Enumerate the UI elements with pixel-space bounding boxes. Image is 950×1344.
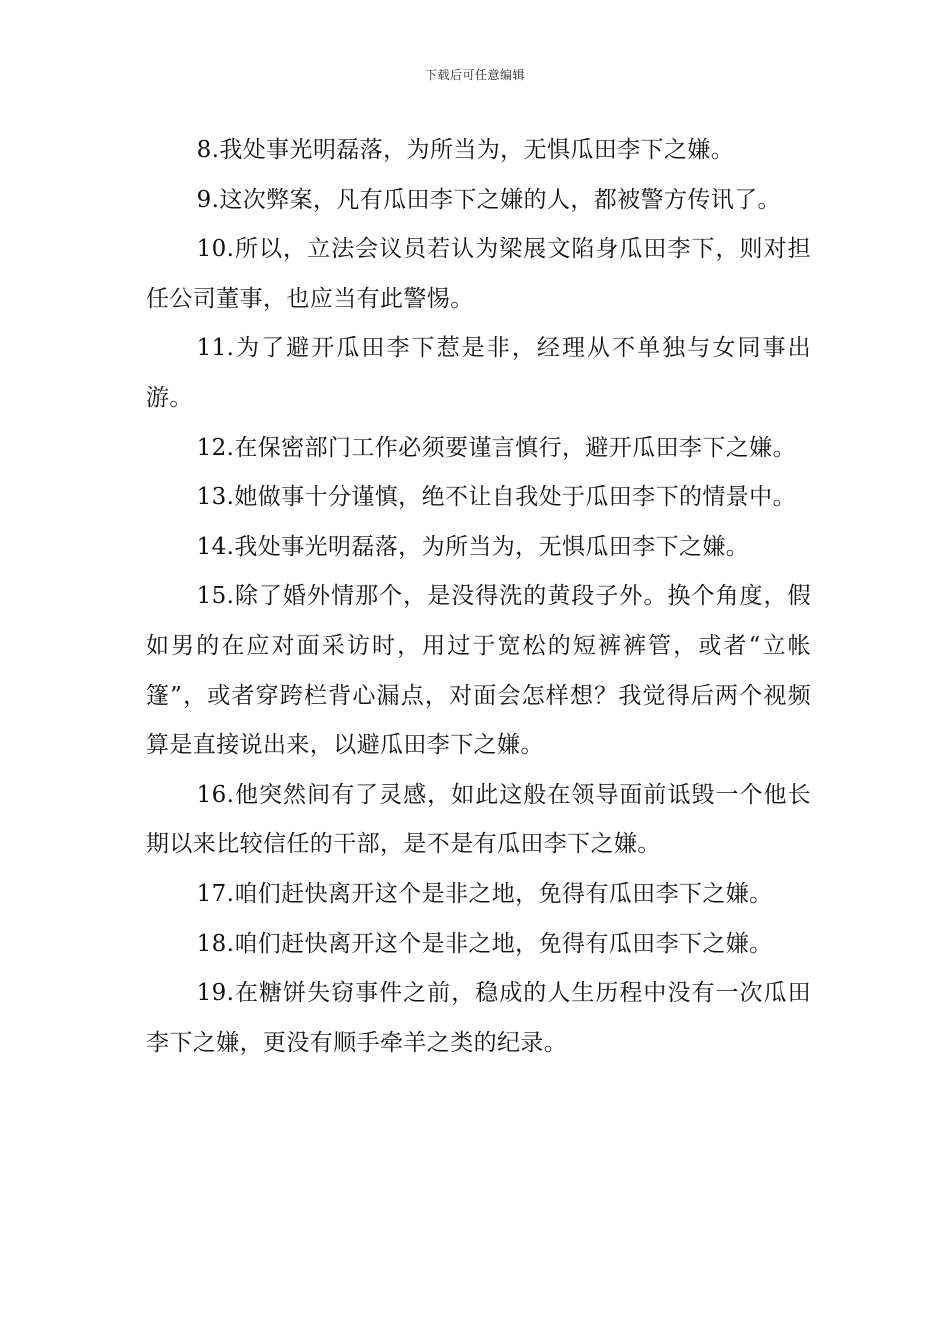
paragraph-8: 8.我处事光明磊落，为所当为，无惧瓜田李下之嫌。 [196, 137, 735, 163]
paragraph-14: 14.我处事光明磊落，为所当为，无惧瓜田李下之嫌。 [196, 533, 750, 560]
paragraph-17: 17.咱们赶快离开这个是非之地，免得有瓜田李下之嫌。 [196, 880, 773, 907]
paragraph-19: 19.在糖饼失窃事件之前，稳成的人生历程中没有一次瓜田李下之嫌，更没有顺手牵羊之类的纪录。 [146, 980, 811, 1056]
paragraph-15: 15.除了婚外情那个，是没得洗的黄段子外。换个角度，假如男的在应对面采访时，用过于宽松的短裤裤管，或者“立帐篷”，或者穿跨栏背心漏点，对面会怎样想？我觉得后两个视频算是直接说出来，以避瓜田李下之嫌。 [146, 583, 811, 759]
paragraph-9: 9.这次弊案，凡有瓜田李下之嫌的人，都被警方传讯了。 [196, 186, 781, 213]
document-body [146, 126, 811, 1068]
paragraph-11: 11.为了避开瓜田李下惹是非，经理从不单独与女同事出游。 [146, 335, 811, 411]
paragraph-16: 16.他突然间有了灵感，如此这般在领导面前诋毁一个他长期以来比较信任的干部，是不是有瓜田李下之嫌。 [146, 781, 811, 858]
paragraph-12: 12.在保密部门工作必须要谨言慎行，避开瓜田李下之嫌。 [196, 434, 796, 461]
paragraph-10: 10.所以，立法会议员若认为梁展文陷身瓜田李下，则对担任公司董事，也应当有此警惕。 [146, 236, 811, 312]
paragraph-13: 13.她做事十分谨慎，绝不让自我处于瓜田李下的情景中。 [196, 484, 796, 511]
paragraph-18: 18.咱们赶快离开这个是非之地，免得有瓜田李下之嫌。 [196, 930, 773, 957]
page-header: 下载后可任意编辑 [424, 68, 525, 82]
